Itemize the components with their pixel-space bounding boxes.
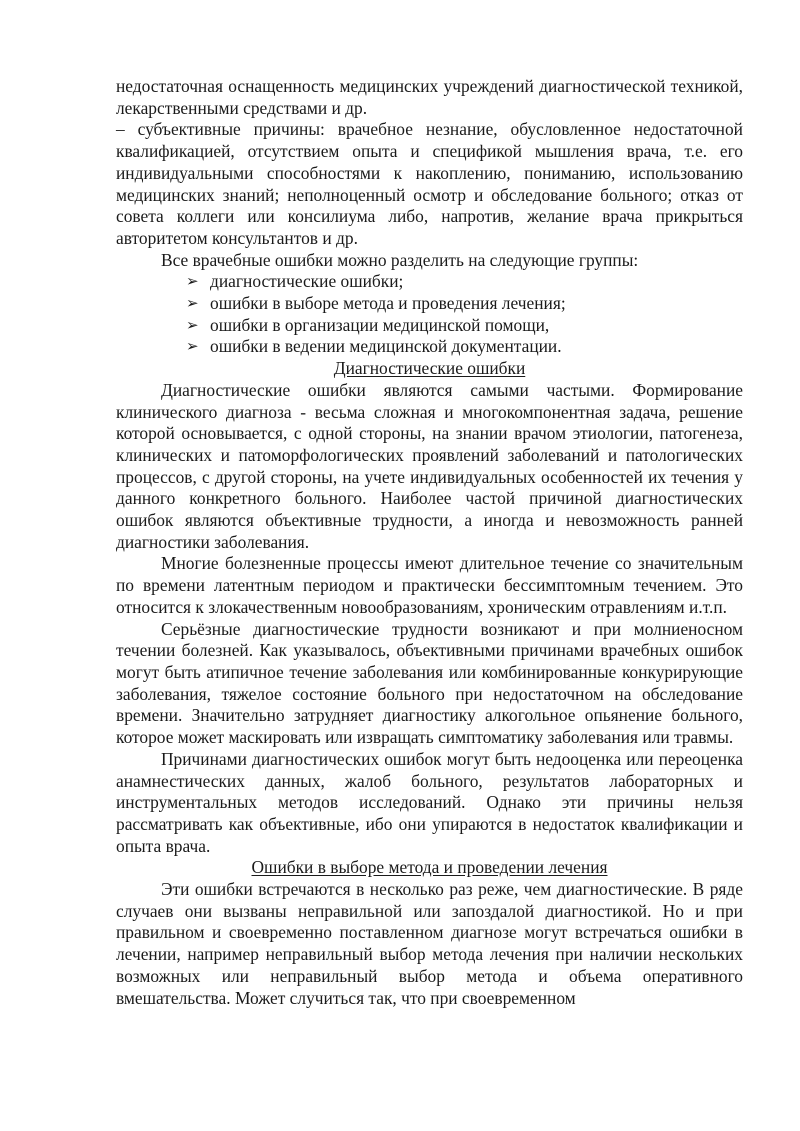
section-heading-treatment-errors: Ошибки в выборе метода и проведении лечения xyxy=(251,857,608,878)
paragraph-groups-intro: Все врачебные ошибки можно разделить на следующие группы: xyxy=(161,249,639,270)
arrow-bullet-icon: ➢ xyxy=(186,294,199,313)
arrow-bullet-icon: ➢ xyxy=(186,337,199,356)
document-page xyxy=(116,76,743,1009)
paragraph-treatment-1: Эти ошибки встречаются в несколько раз реже, чем диагностические. В ряде случаев они вызваны неправильной или запоздалой диагностикой. Но и при правильном и своевременно поставленном диагнозе могут встречаться ошибки в лечении, например неправильный выбор метода лечения при наличии нескольких возможных или неправильный выбор метода и объема оперативного вмешательства. Может случиться так, что при своевременном xyxy=(116,879,743,1008)
paragraph-diagnostic-4: Причинами диагностических ошибок могут быть недооценка или переоценка анамнестических данных, жалоб больного, результатов лабораторных и инструментальных методов исследований. Однако эти причины нельзя рассматривать как объективные, ибо они упираются в недостаток квалификации и опыта врача. xyxy=(116,748,743,856)
paragraph-diagnostic-1: Диагностические ошибки являются самыми частыми. Формирование клинического диагноза - весьма сложная и многокомпонентная задача, решение которой основывается, с одной стороны, на знании врачом этиологии, патогенеза, клинических и патоморфологических проявлений заболеваний и патологических процессов, с другой стороны, на учете индивидуальных особенностей их течения у данного конкретного больного. Наиболее частой причиной диагностических ошибок являются объективные трудности, а иногда и невозможность ранней диагностики заболевания. xyxy=(116,379,743,552)
arrow-bullet-icon: ➢ xyxy=(186,315,199,334)
paragraph-diagnostic-3: Серьёзные диагностические трудности возникают и при молниеносном течении болезней. Как указывалось, объективными причинами врачебных ошибок могут быть атипичное течение заболевания или комбинированные конкурирующие заболевания, тяжелое состояние больного при недостаточном на обследование времени. Значительно затрудняет диагностику алкогольное опьянение больного, которое может маскировать или извращать симптоматику заболевания или травмы. xyxy=(116,618,743,748)
paragraph-equipment: недостаточная оснащенность медицинских учреждений диагностической техникой, лекарственными средствами и др. xyxy=(116,76,743,118)
paragraph-subjective-causes: – субъективные причины: врачебное незнание, обусловленное недостаточной квалификацией, отсутствием опыта и спецификой мышления врача, т.е. его индивидуальными способностями к накоплению, пониманию, использованию медицинских знаний; неполноценный осмотр и обследование больного; отказ от совета коллеги или консилиума либо, напротив, желание врача прикрыться авторитетом консультантов и др. xyxy=(116,119,743,248)
list-item xyxy=(186,293,743,315)
section-heading-diagnostic-errors: Диагностические ошибки xyxy=(333,358,526,379)
arrow-bullet-icon: ➢ xyxy=(186,272,199,291)
error-groups-list xyxy=(116,271,743,358)
list-item-text: ошибки в организации медицинской помощи, xyxy=(210,314,550,335)
paragraph-diagnostic-2: Многие болезненные процессы имеют длительное течение со значительным по времени латентным периодом и практически бессимптомным течением. Это относится к злокачественным новообразованиям, хроническим отравлениям и.т.п. xyxy=(116,553,743,617)
list-item-text: ошибки в выборе метода и проведения лечения; xyxy=(210,293,566,314)
list-item xyxy=(186,336,743,358)
list-item-text: диагностические ошибки; xyxy=(210,271,404,292)
list-item xyxy=(186,315,743,337)
list-item-text: ошибки в ведении медицинской документации. xyxy=(210,336,562,357)
list-item xyxy=(186,271,743,293)
